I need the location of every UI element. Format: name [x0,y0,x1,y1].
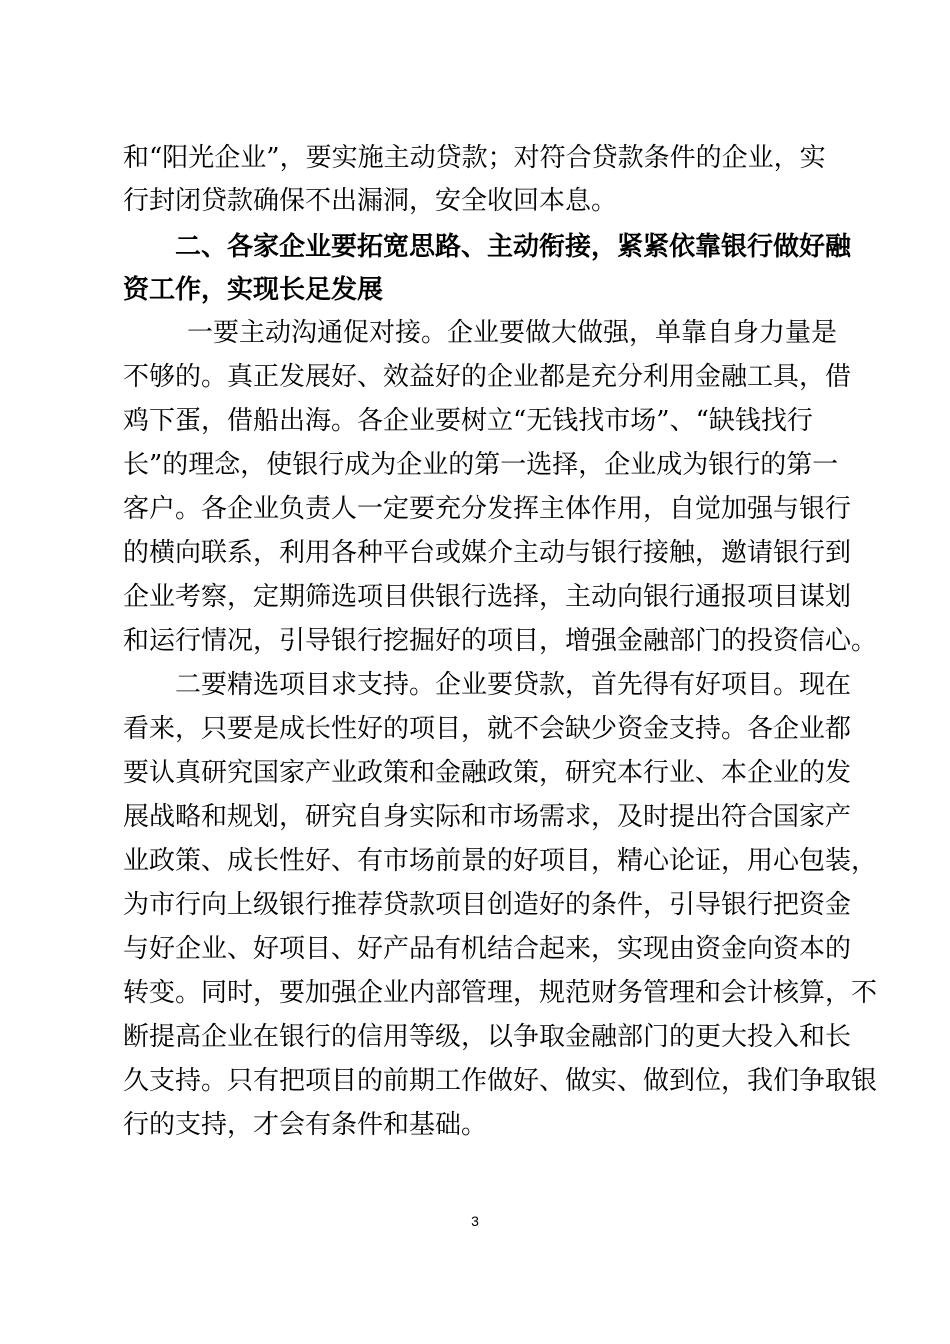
text-line: 为市行向上级银行推荐贷款项目创造好的条件，引导银行把资金 [123,890,852,920]
text-line: 行封闭贷款确保不出漏洞，安全收回本息。 [123,186,618,216]
text-line: 展战略和规划，研究自身实际和市场需求，及时提出符合国家产 [123,802,852,832]
text-line: 看来，只要是成长性好的项目，就不会缺少资金支持。各企业都 [123,714,852,744]
text-line: 企业考察，定期筛选项目供银行选择，主动向银行通报项目谋划 [123,582,852,612]
text-line: 业政策、成长性好、有市场前景的好项目，精心论证，用心包装， [123,846,878,876]
text-line: 一要主动沟通促对接。企业要做大做强，单靠自身力量是 [187,318,838,348]
text-line: 长”的理念，使银行成为企业的第一选择，企业成为银行的第一 [123,450,839,480]
text-line: 要认真研究国家产业政策和金融政策，研究本行业、本企业的发 [123,758,852,788]
text-line: 转变。同时，要加强企业内部管理，规范财务管理和会计核算，不 [123,978,878,1008]
text-line: 鸡下蛋，借船出海。各企业要树立“无钱找市场”、“缺钱找行 [123,406,813,436]
page-number: 3 [471,1213,479,1229]
text-line: 久支持。只有把项目的前期工作做好、做实、做到位，我们争取银 [123,1066,878,1096]
text-line: 客户。各企业负责人一定要充分发挥主体作用，自觉加强与银行 [123,494,852,524]
text-line: 不够的。真正发展好、效益好的企业都是充分利用金融工具，借 [123,362,852,392]
section-heading-line: 资工作，实现长足发展 [123,275,384,305]
text-line: 与好企业、好项目、好产品有机结合起来，实现由资金向资本的 [123,934,852,964]
text-line: 和运行情况，引导银行挖掘好的项目，增强金融部门的投资信心。 [123,626,878,656]
text-line: 二要精选项目求支持。企业要贷款，首先得有好项目。现在 [175,670,852,700]
section-heading-line: 二、各家企业要拓宽思路、主动衔接，紧紧依靠银行做好融 [175,232,852,262]
text-line: 的横向联系，利用各种平台或媒介主动与银行接触，邀请银行到 [123,538,852,568]
text-line: 断提高企业在银行的信用等级，以争取金融部门的更大投入和长 [123,1022,852,1052]
text-line: 行的支持，才会有条件和基础。 [123,1110,488,1140]
text-line: 和“阳光企业”，要实施主动贷款；对符合贷款条件的企业，实 [123,143,826,173]
